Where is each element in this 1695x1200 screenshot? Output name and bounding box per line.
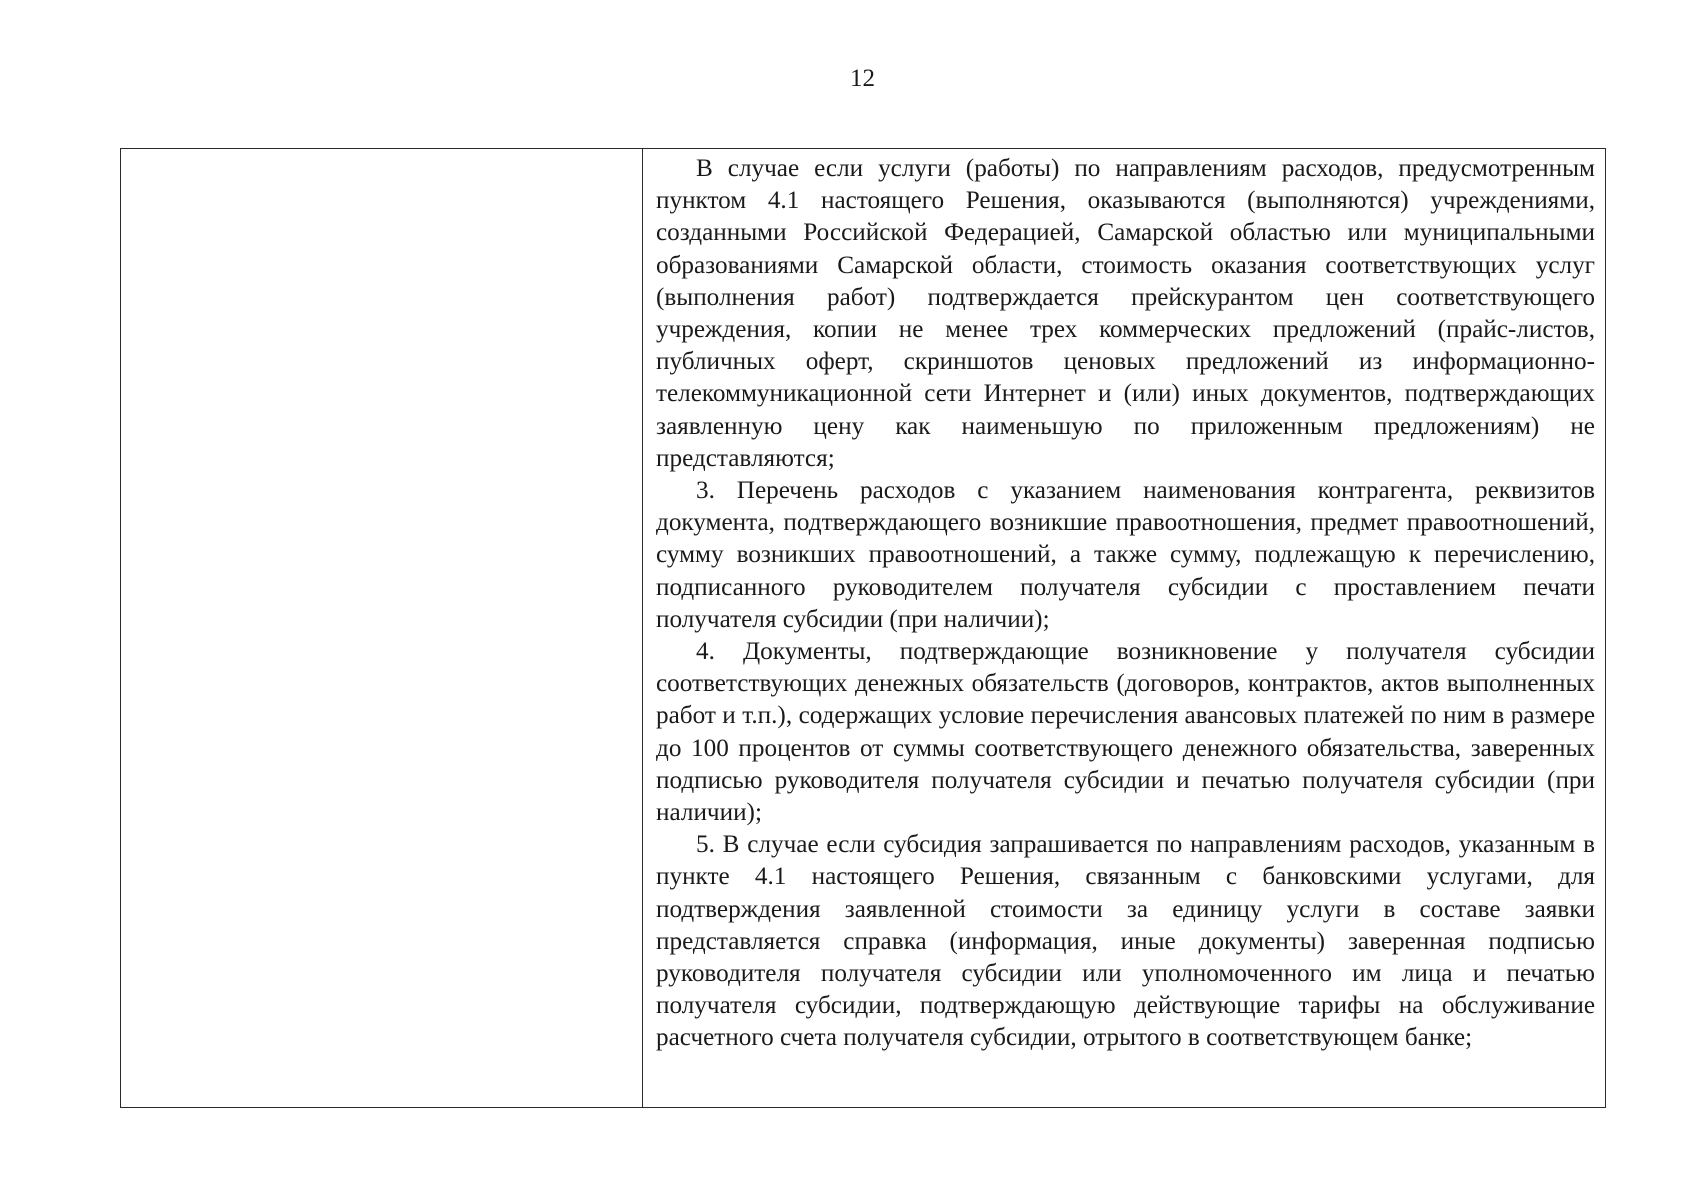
paragraph-services-cost: В случае если услуги (работы) по направлениям расходов, предусмотренным пунктом 4.1 настоящего Решения, оказываются (выполняются) учреждениями, созданными Российской Федерацией, Самарской областью или муниципальными образованиями Самарской области, стоимость оказания соответствующих услуг (выполнения работ) подтверждается прейскурантом цен соответствующего учреждения, копии не менее трех коммерческих предложений (прайс-листов, публичных оферт, скриншотов ценовых предложений из информационно-телекоммуникационной сети Интернет и (или) иных документов, подтверждающих заявленную цену как наименьшую по приложенным предложениям) не представляются; bbox=[656, 155, 1595, 472]
left-cell bbox=[121, 149, 643, 1108]
right-cell-text bbox=[643, 149, 1605, 1055]
paragraph-item-5: 5. В случае если субсидия запрашивается по направлениям расходов, указанным в пункте 4.1 настоящего Решения, связанным с банковскими услугами, для подтверждения заявленной стоимости за единицу услуги в составе заявки представляется справка (информация, иные документы) заверенная подписью руководителя получателя субсидии или уполномоченного им лица и печатью получателя субсидии, подтверждающую действующие тарифы на обслуживание расчетного счета получателя субсидии, отрытого в соответствующем банке; bbox=[656, 831, 1595, 1052]
paragraph-item-4: 4. Документы, подтверждающие возникновение у получателя субсидии соответствующих денежных обязательств (договоров, контрактов, актов выполненных работ и т.п.), содержащих условие перечисления авансовых платежей по ним в размере до 100 процентов от суммы соответствующего денежного обязательства, заверенных подписью руководителя получателя субсидии и печатью получателя субсидии (при наличии); bbox=[656, 638, 1595, 827]
paragraph-item-3: 3. Перечень расходов с указанием наименования контрагента, реквизитов документа, подтверждающего возникшие правоотношения, предмет правоотношений, сумму возникших правоотношений, а также сумму, подлежащую к перечислению, подписанного руководителем получателя субсидии с проставлением печати получателя субсидии (при наличии); bbox=[656, 477, 1595, 633]
table-row bbox=[121, 149, 1606, 1108]
right-cell bbox=[643, 149, 1606, 1108]
document-table bbox=[120, 148, 1606, 1108]
page-number: 12 bbox=[850, 65, 875, 92]
